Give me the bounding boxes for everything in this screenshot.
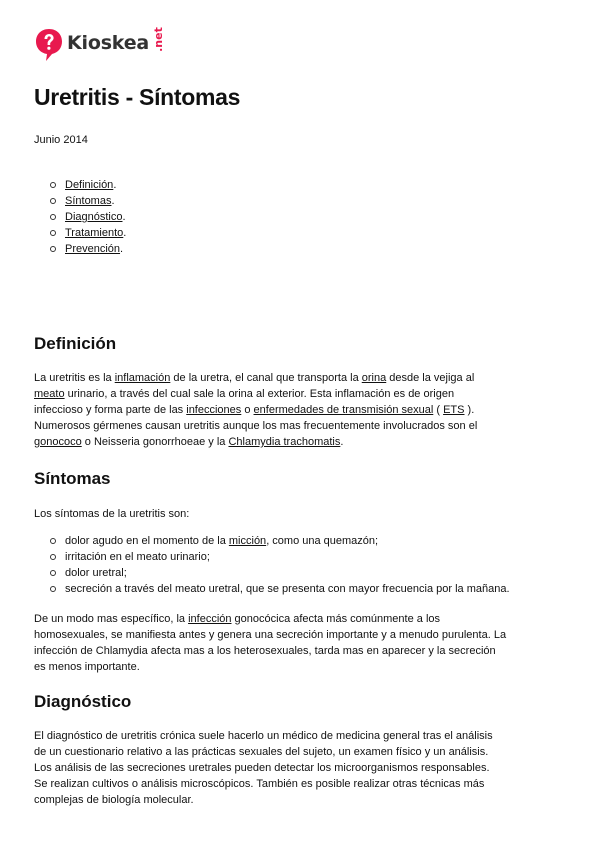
sintomas-paragraph xyxy=(34,611,564,675)
logo-suffix: .net xyxy=(151,26,165,52)
text-span: de un cuestionario relativo a las prácticas sexuales del sujeto, un examen físico y un análisis. xyxy=(34,746,489,758)
inline-link[interactable]: infecciones xyxy=(186,404,242,416)
text-span: , como una quemazón; xyxy=(266,535,379,547)
text-line xyxy=(34,792,564,808)
text-line xyxy=(34,776,564,792)
toc-item xyxy=(50,241,126,257)
text-span: de la uretra, el canal que transporta la xyxy=(170,372,362,384)
bullet-icon xyxy=(50,182,56,188)
text-span: urinario, a través del cual sale la orina al exterior. Esta inflamación es de origen xyxy=(64,388,455,400)
toc-item xyxy=(50,225,126,241)
inline-link[interactable]: meato xyxy=(34,388,65,400)
text-span: La uretritis es la xyxy=(34,372,115,384)
definicion-paragraph xyxy=(34,370,564,450)
inline-link[interactable]: Prevención xyxy=(65,243,121,255)
text-span: complejas de biología molecular. xyxy=(34,794,194,806)
text-span: es menos importante. xyxy=(34,661,140,673)
inline-link[interactable]: inflamación xyxy=(114,372,171,384)
inline-link[interactable]: Síntomas xyxy=(65,195,112,207)
text-span: desde la vejiga al xyxy=(386,372,475,384)
toc-item xyxy=(50,193,126,209)
kioskea-logo-icon xyxy=(34,27,64,63)
bullet-icon xyxy=(50,586,56,592)
text-line xyxy=(34,370,564,386)
inline-link[interactable]: orina xyxy=(361,372,387,384)
text-line xyxy=(34,418,564,434)
inline-link[interactable]: enfermedades de transmisión sexual xyxy=(253,404,434,416)
inline-link[interactable]: gonococo xyxy=(34,436,82,448)
text-line xyxy=(34,659,564,675)
text-span: Los análisis de las secreciones uretrales pueden detectar los microorganismos responsables. xyxy=(34,762,490,774)
section-heading-definicion: Definición xyxy=(34,334,117,353)
text-span: o xyxy=(241,404,254,416)
table-of-contents xyxy=(50,177,126,257)
list-item xyxy=(50,549,510,565)
diagnostico-paragraph xyxy=(34,728,564,808)
bullet-icon xyxy=(50,538,56,544)
sintomas-intro: Los síntomas de la uretritis son: xyxy=(34,508,190,520)
text-span: gonocócica afecta más comúnmente a los xyxy=(231,613,441,625)
inline-link[interactable]: Chlamydia trachomatis xyxy=(228,436,341,448)
text-span: ). xyxy=(464,404,475,416)
inline-link[interactable]: Diagnóstico xyxy=(65,211,123,223)
list-item xyxy=(50,533,510,549)
text-span: dolor agudo en el momento de la xyxy=(65,535,229,547)
text-line xyxy=(34,643,564,659)
text-line xyxy=(34,386,564,402)
sintomas-list xyxy=(50,533,510,597)
bullet-icon xyxy=(50,198,56,204)
text-line xyxy=(34,434,564,450)
text-span: El diagnóstico de uretritis crónica suele hacerlo un médico de medicina general tras el análisis xyxy=(34,730,493,742)
text-span: . xyxy=(113,179,117,191)
section-heading-diagnostico: Diagnóstico xyxy=(34,692,132,711)
text-line xyxy=(34,728,564,744)
text-span: Numerosos gérmenes causan uretritis aunque los mas frecuentemente involucrados son el xyxy=(34,420,478,432)
text-line xyxy=(34,611,564,627)
text-span: secreción a través del meato uretral, que se presenta con mayor frecuencia por la mañana. xyxy=(65,583,510,595)
logo-text: Kioskea xyxy=(67,32,150,54)
text-span: infeccioso y forma parte de las xyxy=(34,404,187,416)
text-line xyxy=(34,744,564,760)
text-line xyxy=(34,760,564,776)
inline-link[interactable]: Tratamiento xyxy=(65,227,124,239)
toc-item xyxy=(50,209,126,225)
text-span: homosexuales, se manifiesta antes y genera una secreción importante y a menudo purulenta. La xyxy=(34,629,507,641)
text-span: Se realizan cultivos o análisis microscópicos. También es posible realizar otras técnicas más xyxy=(34,778,485,790)
text-span: . xyxy=(340,436,344,448)
text-span: irritación en el meato urinario; xyxy=(65,551,210,563)
site-logo[interactable] xyxy=(34,27,174,63)
text-span: De un modo mas específico, la xyxy=(34,613,189,625)
bullet-icon xyxy=(50,246,56,252)
toc-item xyxy=(50,177,126,193)
text-span: . xyxy=(123,227,127,239)
text-span: . xyxy=(111,195,115,207)
section-heading-sintomas: Síntomas xyxy=(34,469,111,488)
inline-link[interactable]: ETS xyxy=(443,404,465,416)
text-span: dolor uretral; xyxy=(65,567,127,579)
bullet-icon xyxy=(50,554,56,560)
list-item xyxy=(50,565,510,581)
text-span: . xyxy=(122,211,126,223)
list-item xyxy=(50,581,510,597)
text-span: o Neisseria gonorrhoeae y la xyxy=(81,436,229,448)
inline-link[interactable]: infección xyxy=(188,613,232,625)
text-line xyxy=(34,402,564,418)
text-span: ( xyxy=(433,404,444,416)
bullet-icon xyxy=(50,214,56,220)
text-span: infección de Chlamydia afecta mas a los heterosexuales, tarda mas en aparecer y la secreción xyxy=(34,645,496,657)
text-span: . xyxy=(120,243,124,255)
text-line xyxy=(34,627,564,643)
inline-link[interactable]: micción xyxy=(228,535,267,547)
bullet-icon xyxy=(50,570,56,576)
inline-link[interactable]: Definición xyxy=(65,179,114,191)
bullet-icon xyxy=(50,230,56,236)
page-title: Uretritis - Síntomas xyxy=(34,84,241,110)
publish-date: Junio 2014 xyxy=(34,134,88,146)
